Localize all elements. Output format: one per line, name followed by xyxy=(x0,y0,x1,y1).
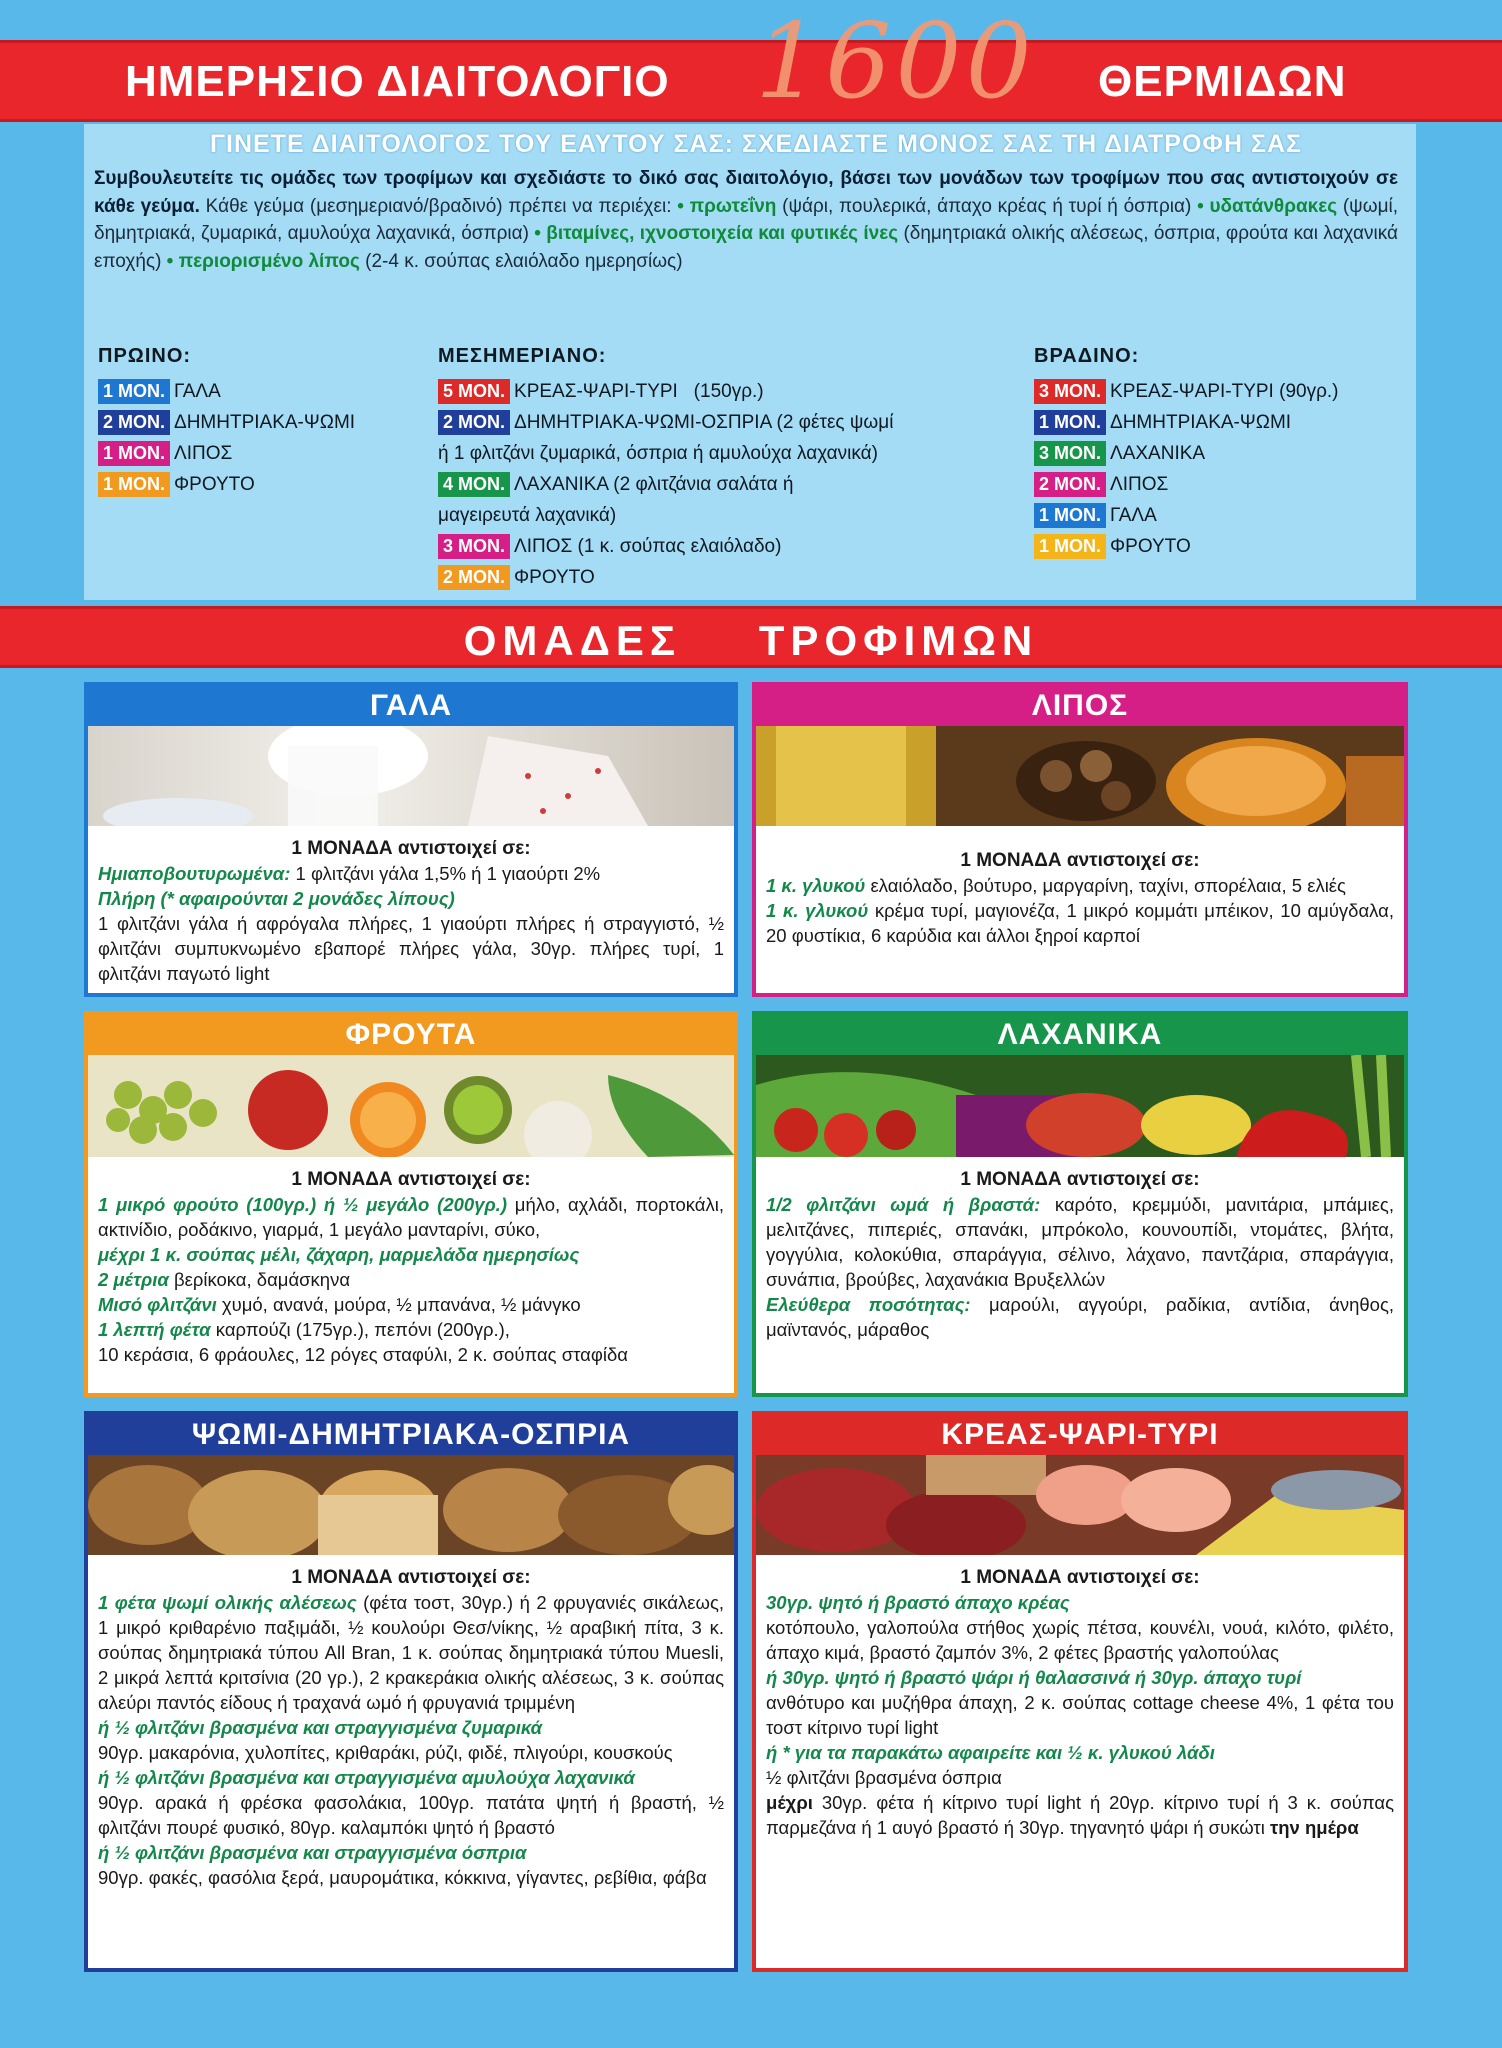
card-vegetables xyxy=(752,1011,1408,1397)
breakfast-item: 1 ΜΟΝ. ΛΙΠΟΣ xyxy=(98,438,428,469)
card-title: ΛΙΠΟΣ xyxy=(756,686,1404,726)
card-bread xyxy=(84,1411,738,1972)
dinner-item: 1 ΜΟΝ. ΦΡΟΥΤΟ xyxy=(1034,531,1414,562)
section-banner xyxy=(0,606,1502,668)
title-left: ΗΜΕΡΗΣΙΟ ΔΙΑΙΤΟΛΟΓΙΟ xyxy=(125,57,670,106)
dinner-item: 1 ΜΟΝ. ΓΑΛΑ xyxy=(1034,500,1414,531)
unit-heading: 1 ΜΟΝΑΔΑ αντιστοιχεί σε: xyxy=(960,1567,1200,1588)
lunch-item: 3 ΜΟΝ. ΛΙΠΟΣ (1 κ. σούπας ελαιόλαδο) xyxy=(438,531,1018,562)
lunch-item-continued: μαγειρευτά λαχανικά) xyxy=(438,504,617,526)
card-title: ΨΩΜΙ-ΔΗΜΗΤΡΙΑΚΑ-ΟΣΠΡΙΑ xyxy=(88,1415,734,1455)
unit-heading: 1 ΜΟΝΑΔΑ αντιστοιχεί σε: xyxy=(291,1169,531,1190)
milk-body: 1 ΜΟΝΑΔΑ αντιστοιχεί σε: Ημιαποβουτυρωμένα: 1 φλιτζάνι γάλα 1,5% ή 1 γιαούρτι 2% Πλήρη (* αφαιρούνται 2 μονάδες λίπους) 1 φλιτζάνι γάλα ή αφρόγαλα πλήρες, 1 γιαούρτι πλήρες ή στραγγιστό, ½ φλιτζάνι συμπυκνωμένο εβαπορέ πλήρες γάλα, 30γρ. πλήρες τυρί, 1 φλιτζάνι παγωτό light xyxy=(98,838,724,984)
lunch-item: 2 ΜΟΝ. ΦΡΟΥΤΟ xyxy=(438,562,1018,593)
meat-body: 1 ΜΟΝΑΔΑ αντιστοιχεί σε: 30γρ. ψητό ή βραστό άπαχο κρέας κοτόπουλο, γαλοπούλα στήθος χωρίς πέτσα, κουνέλι, νουά, κιλότο, φιλέτο, άπαχο κιμά, βραστό ζαμπόν 3%, 2 φέτες βραστής γαλοπούλας ή 30γρ. ψητό ή βραστό ψάρι ή θαλασσινά ή 30γρ. άπαχο τυρί ανθότυρο και μυζήθρα άπαχη, 2 κ. σούπας cottage cheese 4%, 1 φέτα του τοστ κίτρινο τυρί light ή * για τα παρακάτω αφαιρείτε και ½ κ. γλυκού λάδι ½ φλιτζάνι βρασμένα όσπρια μέχρι 30γρ. φέτα ή κίτρινο τυρί light ή 20γρ. κίτρινο τυρί ή 3 κ. σούπας παρμεζάνα ή 1 αυγό βραστό ή 30γρ. τηγανητό ψάρι ή συκώτι την ημέρα xyxy=(766,1567,1394,1838)
meat-photo xyxy=(756,1455,1404,1555)
card-fat xyxy=(752,682,1408,997)
milk-photo xyxy=(88,726,734,826)
bread-body: 1 ΜΟΝΑΔΑ αντιστοιχεί σε: 1 φέτα ψωμί ολικής αλέσεως (φέτα τοστ, 30γρ.) ή 2 φρυγανιές σικάλεως, 1 μικρό κριθαρένιο παξιμάδι, ½ κουλούρι Θεσ/νίκης, ½ αραβική πίτα, 3 κ. σούπας δημητριακά τύπου All Bran, 1 κ. σούπας δημητριακά τύπου Muesli, 2 μικρά λεπτά κριτσίνια (20 γρ.), 2 κρακεράκια ολικής αλέσεως, 3 κ. σούπας αλεύρι παντός είδους ή τραχανά ωμό ή φρυγανιά τριμμένη ή ½ φλιτζάνι βρασμένα και στραγγισμένα ζυμαρικά 90γρ. μακαρόνια, χυλοπίτες, κριθαράκι, ρύζι, φιδέ, πλιγούρι, κουσκούς ή ½ φλιτζάνι βρασμένα και στραγγισμένα αμυλούχα λαχανικά 90γρ. αρακά ή φρέσκα φασολάκια, 100γρ. πατάτα ψητή ή βραστή, ½ φλιτζάνι πουρέ φυσικό, 80γρ. καλαμπόκι ψητό ή βραστό ή ½ φλιτζάνι βρασμένα και στραγγισμένα όσπρια 90γρ. φακές, φασόλια ξερά, μαυρομάτικα, κόκκινα, γίγαντες, ρεβίθια, φάβα xyxy=(98,1567,725,1888)
lunch-item: 4 ΜΟΝ. ΛΑΧΑΝΙΚΑ (2 φλιτζάνια σαλάτα ή xyxy=(438,469,1018,500)
dinner-title: ΒΡΑΔΙΝΟ: xyxy=(1034,345,1140,367)
calorie-number: 1600 xyxy=(755,0,1036,122)
fat-body: 1 ΜΟΝΑΔΑ αντιστοιχεί σε: 1 κ. γλυκού ελαιόλαδο, βούτυρο, μαργαρίνη, ταχίνι, σπορέλαια, 5 ελιές 1 κ. γλυκού κρέμα τυρί, μαγιονέζα, 1 μικρό κομμάτι μπέικον, 10 αμύγδαλα, 20 φυστίκια, 6 καρύδια και άλλοι ξηροί καρποί xyxy=(766,850,1394,946)
lunch-item: 5 ΜΟΝ. ΚΡΕΑΣ-ΨΑΡΙ-ΤΥΡΙ (150γρ.) xyxy=(438,376,1018,407)
dinner-column xyxy=(1034,344,1414,562)
card-title: ΛΑΧΑΝΙΚΑ xyxy=(756,1015,1404,1055)
card-meat xyxy=(752,1411,1408,1972)
breakfast-item: 2 ΜΟΝ. ΔΗΜΗΤΡΙΑΚΑ-ΨΩΜΙ xyxy=(98,407,428,438)
card-title: ΚΡΕΑΣ-ΨΑΡΙ-ΤΥΡΙ xyxy=(756,1415,1404,1455)
unit-heading: 1 ΜΟΝΑΔΑ αντιστοιχεί σε: xyxy=(291,1567,531,1588)
lunch-item-continued: ή 1 φλιτζάνι ζυμαρικά, όσπρια ή αμυλούχα λαχανικά) xyxy=(438,442,878,464)
fruit-body: 1 ΜΟΝΑΔΑ αντιστοιχεί σε: 1 μικρό φρούτο (100γρ.) ή ½ μεγάλο (200γρ.) μήλο, αχλάδι, πορτοκάλι, ακτινίδιο, ροδάκινο, γιαρμά, 1 μεγάλο μανταρίνι, σύκο, μέχρι 1 κ. σούπας μέλι, ζάχαρη, μαρμελάδα ημερησίως 2 μέτρια βερίκοκα, δαμάσκηνα Μισό φλιτζάνι χυμό, ανανά, μούρα, ½ μπανάνα, ½ μάνγκο 1 λεπτή φέτα καρπούζι (175γρ.), πεπόνι (200γρ.), 10 κεράσια, 6 φράουλες, 12 ρόγες σταφύλι, 2 κ. σούπας σταφίδα xyxy=(98,1169,724,1365)
vegetables-photo xyxy=(756,1055,1404,1157)
title-banner xyxy=(0,40,1502,122)
breakfast-item: 1 ΜΟΝ. ΦΡΟΥΤΟ xyxy=(98,469,428,500)
card-title: ΓΑΛΑ xyxy=(88,686,734,726)
unit-heading: 1 ΜΟΝΑΔΑ αντιστοιχεί σε: xyxy=(960,850,1200,871)
fat-photo xyxy=(756,726,1404,826)
card-milk xyxy=(84,682,738,997)
lunch-title: ΜΕΣΗΜΕΡΙΑΝΟ: xyxy=(438,345,607,367)
dinner-item: 1 ΜΟΝ. ΔΗΜΗΤΡΙΑΚΑ-ΨΩΜΙ xyxy=(1034,407,1414,438)
breakfast-item: 1 ΜΟΝ. ΓΑΛΑ xyxy=(98,376,428,407)
breakfast-column xyxy=(98,344,428,500)
fruit-photo xyxy=(88,1055,734,1157)
intro-heading: ΓΙΝΕΤΕ ΔΙΑΙΤΟΛΟΓΟΣ ΤΟΥ ΕΑΥΤΟΥ ΣΑΣ: ΣΧΕΔΙΑΣΤΕ ΜΟΝΟΣ ΣΑΣ ΤΗ ΔΙΑΤΡΟΦΗ ΣΑΣ xyxy=(209,130,1303,158)
lunch-item: 2 ΜΟΝ. ΔΗΜΗΤΡΙΑΚΑ-ΨΩΜΙ-ΟΣΠΡΙΑ (2 φέτες ψωμί xyxy=(438,407,1018,438)
dinner-item: 2 ΜΟΝ. ΛΙΠΟΣ xyxy=(1034,469,1414,500)
dinner-item: 3 ΜΟΝ. ΚΡΕΑΣ-ΨΑΡΙ-ΤΥΡΙ (90γρ.) xyxy=(1034,376,1414,407)
section-title: ΟΜΑΔΕΣ ΤΡΟΦΙΜΩΝ xyxy=(463,617,1039,664)
dinner-item: 3 ΜΟΝ. ΛΑΧΑΝΙΚΑ xyxy=(1034,438,1414,469)
breakfast-title: ΠΡΩΙΝΟ: xyxy=(98,345,192,367)
unit-heading: 1 ΜΟΝΑΔΑ αντιστοιχεί σε: xyxy=(291,838,531,859)
lunch-column xyxy=(438,344,1018,593)
unit-heading: 1 ΜΟΝΑΔΑ αντιστοιχεί σε: xyxy=(960,1169,1200,1190)
card-title: ΦΡΟΥΤΑ xyxy=(88,1015,734,1055)
bread-photo xyxy=(88,1455,734,1555)
vegetables-body: 1 ΜΟΝΑΔΑ αντιστοιχεί σε: 1/2 φλιτζάνι ωμά ή βραστά: καρότο, κρεμμύδι, μανιτάρια, μπάμιες, μελιτζάνες, πιπεριές, σπανάκι, μπρόκολο, κουνουπίδι, ντομάτες, βλήτα, γογγύλια, κολοκύθια, σπαράγγια, σέλινο, λάχανο, παντζάρια, σπαράγγια, συνάπια, βρούβες, λαχανάκια Βρυξελλών Ελεύθερα ποσότητας: μαρούλι, αγγούρι, ραδίκια, αντίδια, άνηθος, μαϊντανός, μάραθος xyxy=(766,1169,1395,1340)
intro-paragraph: Συμβουλευτείτε τις ομάδες των τροφίμων και σχεδιάστε το δικό σας διαιτολόγιο, βάσει των μονάδων των τροφίμων που σας αντιστοιχούν σε κάθε γεύμα. Κάθε γεύμα (μεσημεριανό/βραδινό) πρέπει να περιέχει: • πρωτεΐνη (ψάρι, πουλερικά, άπαχο κρέας ή τυρί ή όσπρια) • υδατάνθρακες (ψωμί, δημητριακά, ζυμαρικά, αμυλούχα λαχανικά, όσπρια) • βιταμίνες, ιχνοστοιχεία και φυτικές ίνες (δημητριακά ολικής αλέσεως, όσπρια, φρούτα και λαχανικά εποχής) • περιορισμένο λίπος (2-4 κ. σούπας ελαιόλαδο ημερησίως) xyxy=(94,168,1399,272)
title-right: ΘΕΡΜΙΔΩΝ xyxy=(1098,57,1347,106)
card-fruit xyxy=(84,1011,738,1397)
